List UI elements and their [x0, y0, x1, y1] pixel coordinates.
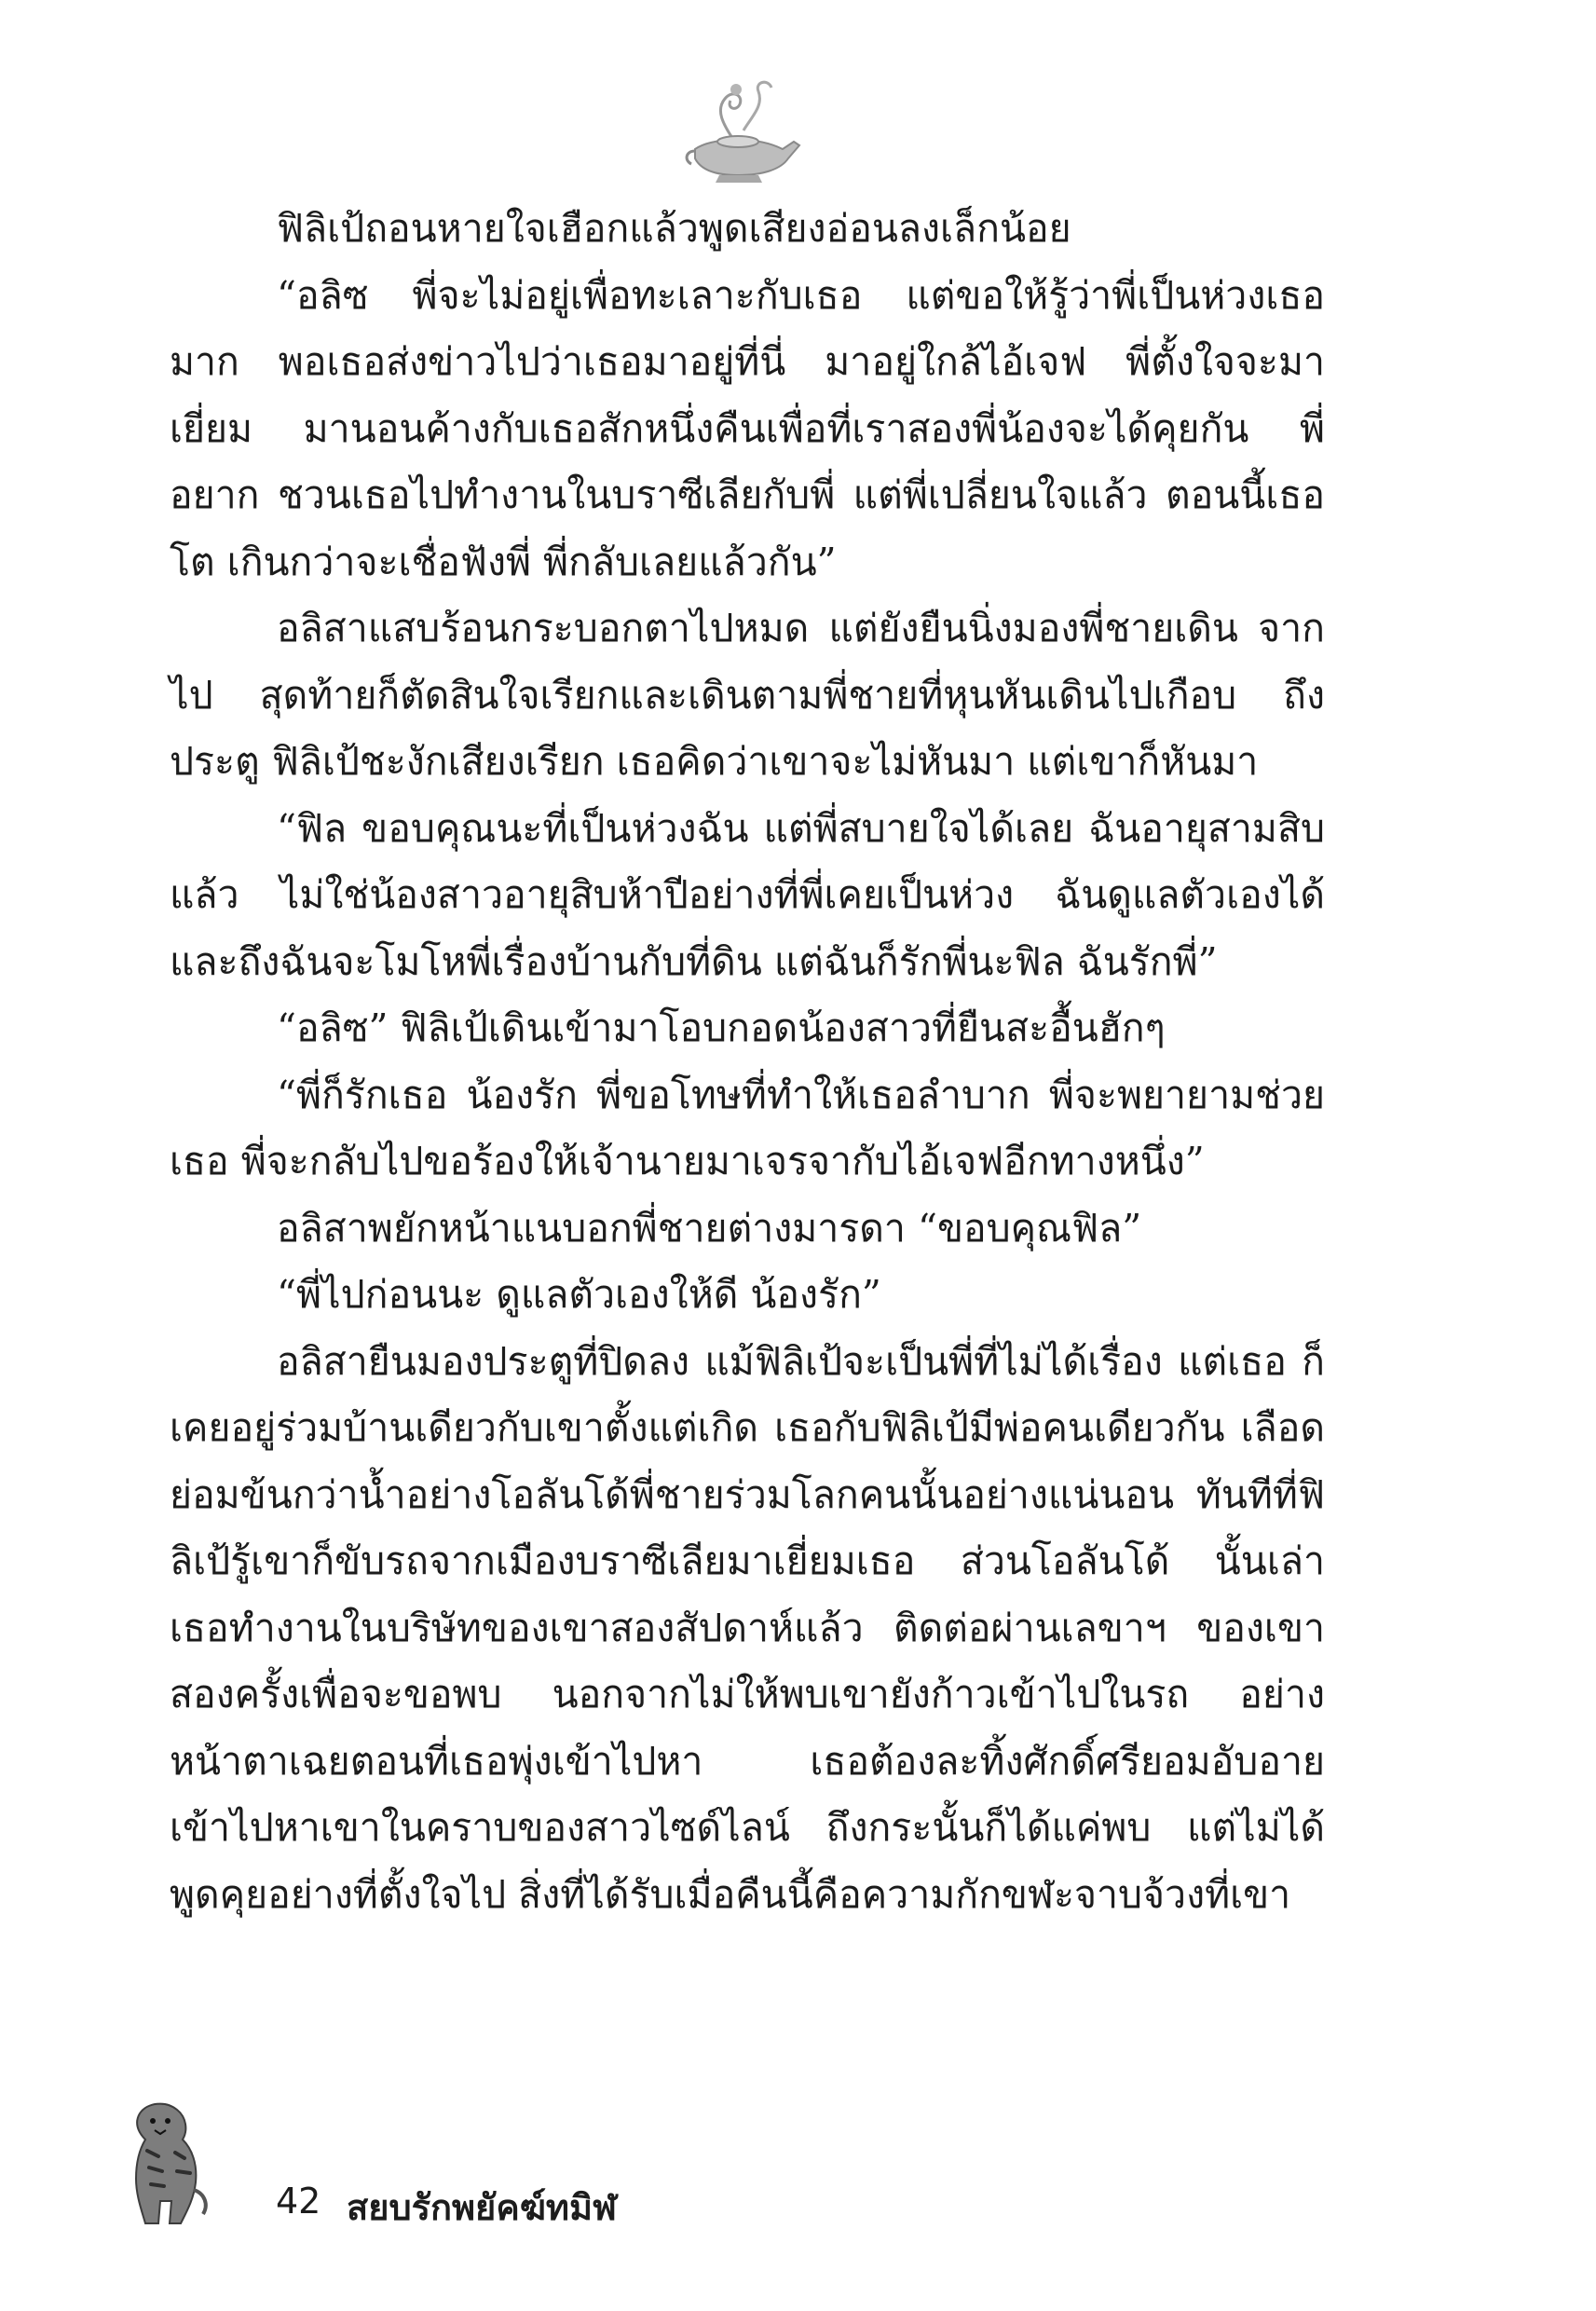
tiger-icon	[112, 2097, 214, 2227]
book-title: สยบรักพยัคฆ์ทมิฬ	[347, 2187, 618, 2228]
paragraph: อลิสายืนมองประตูที่ปิดลง แม้ฟิลิเป้จะเป็นพี่ที่ไม่ได้เรื่อง แต่เธอ ก็เคยอยู่ร่วมบ้านเดียวกับเขาตั้งแต่เกิด เธอกับฟิลิเป้มีพ่อคนเดียวกัน เลือดย่อมข้นกว่าน้ำอย่างโอลันโด้พี่ชายร่วมโลกคนนั้นอย่างแน่นอน ทันทีที่ฟิลิเป้รู้เขาก็ขับรถจากเมืองบราซีเลียมาเยี่ยมเธอ ส่วนโอลันโด้ นั้นเล่า เธอทำงานในบริษัทของเขาสองสัปดาห์แล้ว ติดต่อผ่านเลขาฯ ของเขาสองครั้งเพื่อจะขอพบ นอกจากไม่ให้พบเขายังก้าวเข้าไปในรถ อย่างหน้าตาเฉยตอนที่เธอพุ่งเข้าไปหา เธอต้องละทิ้งศักดิ์ศรียอมอับอาย เข้าไปหาเขาในคราบของสาวไซด์ไลน์ ถึงกระนั้นก็ได้แค่พบ แต่ไม่ได้ พูดคุยอย่างที่ตั้งใจไป สิ่งที่ได้รับเมื่อคืนนี้คือความกักขฬะจาบจ้วงที่เขา	[170, 1338, 1325, 1917]
paragraph: อลิสาแสบร้อนกระบอกตาไปหมด แต่ยังยืนนิ่งมองพี่ชายเดิน จากไป สุดท้ายก็ตัดสินใจเรียกและเดินตามพี่ชายที่หุนหันเดินไปเกือบ ถึงประตู ฟิลิเป้ชะงักเสียงเรียก เธอคิดว่าเขาจะไม่หันมา แต่เขาก็หันมา	[170, 606, 1325, 784]
page-number: 42	[276, 2181, 321, 2222]
paragraph: อลิสาพยักหน้าแนบอกพี่ชายต่างมารดา “ขอบคุณฟิล”	[277, 1205, 1142, 1251]
paragraph: “พี่ไปก่อนนะ ดูแลตัวเองให้ดี น้องรัก”	[277, 1272, 881, 1317]
body-text	[170, 196, 1325, 1928]
paragraph: ฟิลิเป้ถอนหายใจเฮือกแล้วพูดเสียงอ่อนลงเล็กน้อย	[277, 206, 1071, 251]
paragraph: “อลิซ” ฟิลิเป้เดินเข้ามาโอบกอดน้องสาวที่ยืนสะอื้นฮักๆ	[277, 1005, 1166, 1050]
magic-lamp-icon	[678, 73, 804, 185]
paragraph: “ฟิล ขอบคุณนะที่เป็นห่วงฉัน แต่พี่สบายใจได้เลย ฉันอายุสามสิบ แล้ว ไม่ใช่น้องสาวอายุสิบห้าปีอย่างที่พี่เคยเป็นห่วง ฉันดูแลตัวเองได้ และถึงฉันจะโมโหพี่เรื่องบ้านกับที่ดิน แต่ฉันก็รักพี่นะฟิล ฉันรักพี่”	[170, 805, 1325, 984]
page-footer	[112, 2097, 764, 2236]
paragraph: “อลิซ พี่จะไม่อยู่เพื่อทะเลาะกับเธอ แต่ขอให้รู้ว่าพี่เป็นห่วงเธอมาก พอเธอส่งข่าวไปว่าเธอมาอยู่ที่นี่ มาอยู่ใกล้ไอ้เจฟ พี่ตั้งใจจะมาเยี่ยม มานอนค้างกับเธอสักหนึ่งคืนเพื่อที่เราสองพี่น้องจะได้คุยกัน พี่อยาก ชวนเธอไปทำงานในบราซีเลียกับพี่ แต่พี่เปลี่ยนใจแล้ว ตอนนี้เธอโต เกินกว่าจะเชื่อฟังพี่ พี่กลับเลยแล้วกัน”	[170, 272, 1325, 584]
paragraph: “พี่ก็รักเธอ น้องรัก พี่ขอโทษที่ทำให้เธอลำบาก พี่จะพยายามช่วย เธอ พี่จะกลับไปขอร้องให้เจ้านายมาเจรจากับไอ้เจฟอีกทางหนึ่ง”	[170, 1072, 1325, 1183]
